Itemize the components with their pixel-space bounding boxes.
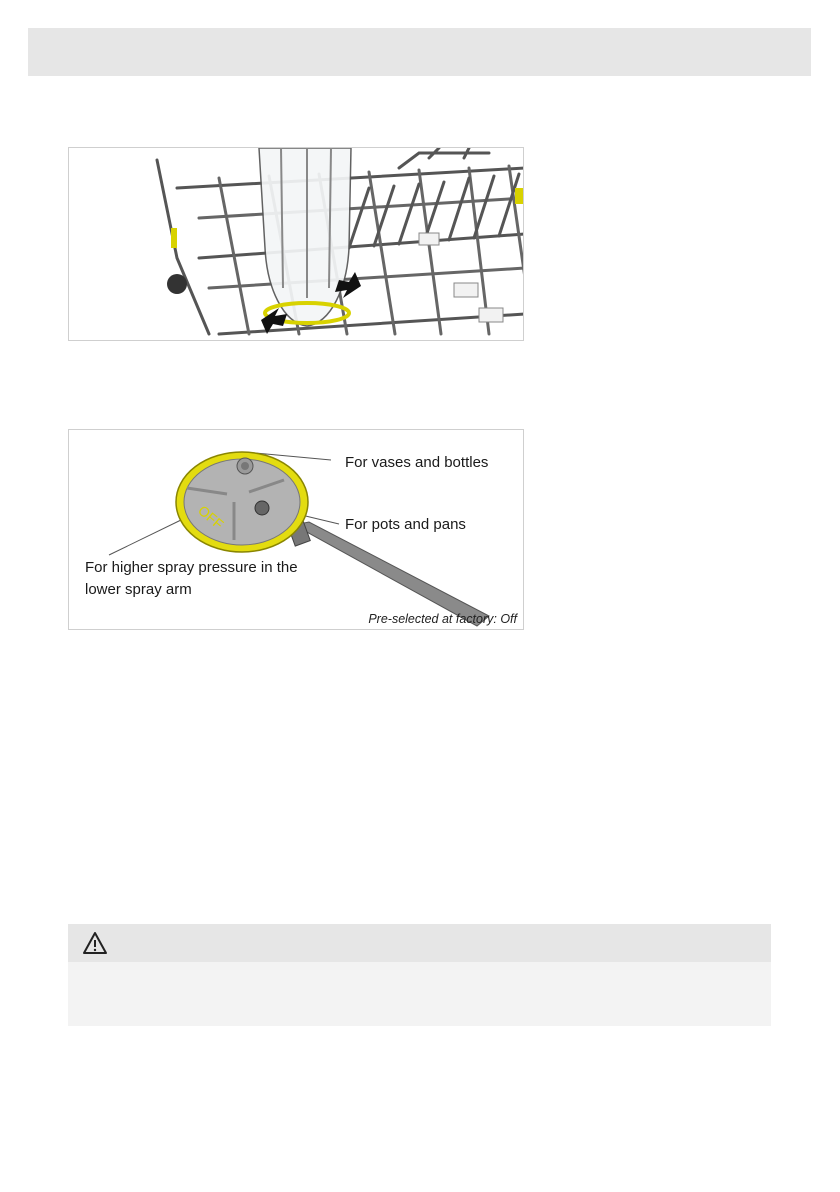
figure-spray-selector: [68, 429, 524, 630]
figure-bottle-holder: [68, 147, 524, 341]
dial-off-label: OFF: [195, 502, 227, 533]
warning-triangle-icon: [82, 931, 108, 955]
callout-higher-pressure-line1: For higher spray pressure in the: [85, 559, 298, 576]
section-header-bar: [28, 28, 811, 76]
rack-illustration: [69, 148, 524, 341]
callout-vases-bottles: For vases and bottles: [345, 454, 489, 471]
factory-preset-note: Pre-selected at factory: Off: [368, 612, 517, 626]
callout-pots-pans: For pots and pans: [345, 516, 466, 533]
warning-header: [68, 924, 771, 962]
warning-body: [68, 962, 771, 1026]
callout-higher-pressure: [85, 557, 298, 601]
callout-higher-pressure-line2: lower spray arm: [85, 581, 192, 598]
